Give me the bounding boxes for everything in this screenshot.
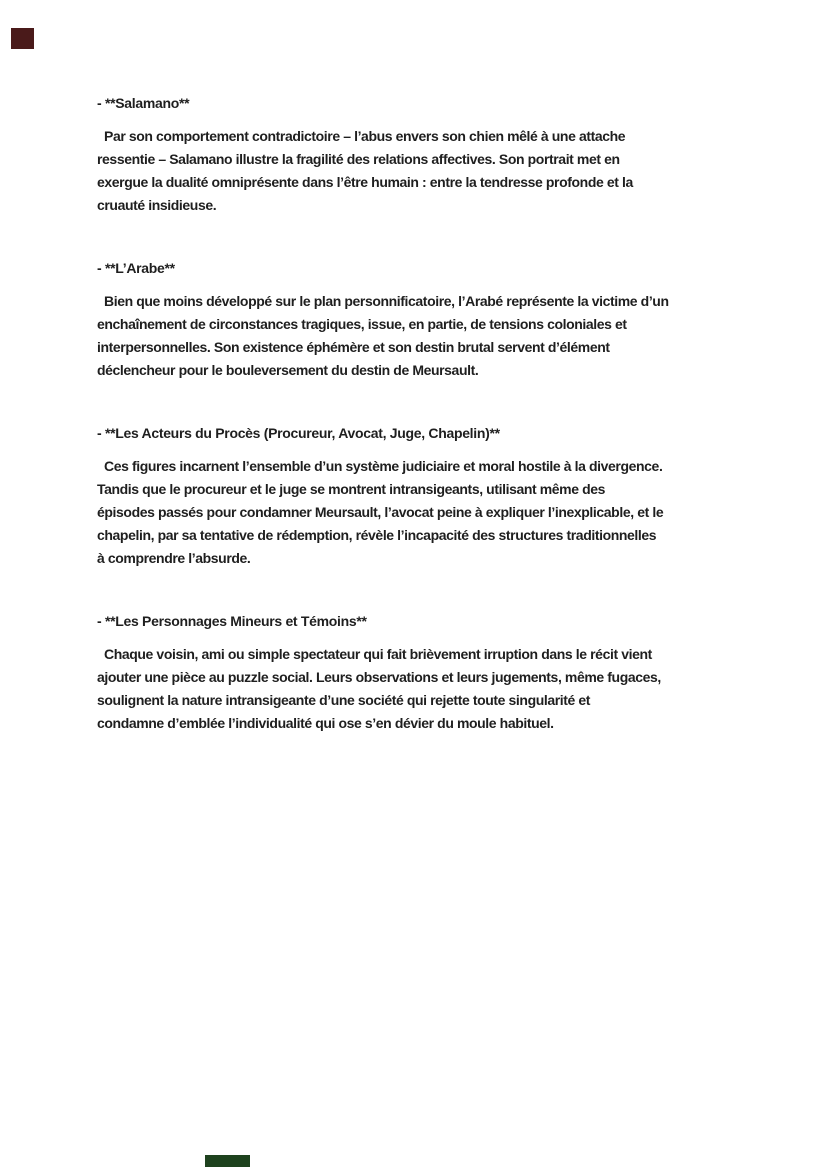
- paragraph-line: cruauté insidieuse.: [97, 197, 217, 213]
- section-personnages-mineurs: [97, 610, 747, 735]
- section-paragraph: [97, 290, 747, 382]
- paragraph-line: déclencheur pour le bouleversement du destin de Meursault.: [97, 362, 479, 378]
- paragraph-line: Tandis que le procureur et le juge se montrent intransigeants, utilisant même des: [97, 481, 606, 497]
- paragraph-line: Ces figures incarnent l’ensemble d’un système judiciaire et moral hostile à la divergence.: [104, 458, 663, 474]
- top-left-color-patch: [11, 28, 34, 49]
- paragraph-line: à comprendre l’absurde.: [97, 550, 251, 566]
- paragraph-line: Chaque voisin, ami ou simple spectateur qui fait brièvement irruption dans le récit vient: [104, 646, 652, 662]
- paragraph-line: ressentie – Salamano illustre la fragilité des relations affectives. Son portrait met en: [97, 151, 620, 167]
- paragraph-line: condamne d’emblée l’individualité qui ose s’en dévier du moule habituel.: [97, 715, 554, 731]
- paragraph-line: ajouter une pièce au puzzle social. Leurs observations et leurs jugements, même fugaces,: [97, 669, 661, 685]
- section-paragraph: [97, 455, 747, 570]
- bottom-color-patch: [205, 1155, 250, 1167]
- section-heading: - **Salamano**: [97, 95, 190, 111]
- paragraph-line: Bien que moins développé sur le plan personnificatoire, l’Arabé représente la victime d’un: [104, 293, 669, 309]
- paragraph-line: soulignent la nature intransigeante d’une société qui rejette toute singularité et: [97, 692, 591, 708]
- section-salamano: [97, 92, 747, 217]
- paragraph-line: épisodes passés pour condamner Meursault, l’avocat peine à expliquer l’inexplicable, et le: [97, 504, 664, 520]
- section-heading: - **Les Acteurs du Procès (Procureur, Avocat, Juge, Chapelin)**: [97, 425, 500, 441]
- section-heading: - **Les Personnages Mineurs et Témoins**: [97, 613, 367, 629]
- section-paragraph: [97, 643, 747, 735]
- paragraph-line: Par son comportement contradictoire – l’abus envers son chien mêlé à une attache: [104, 128, 626, 144]
- paragraph-line: chapelin, par sa tentative de rédemption, révèle l’incapacité des structures traditionnelles: [97, 527, 657, 543]
- paragraph-line: enchaînement de circonstances tragiques, issue, en partie, de tensions coloniales et: [97, 316, 627, 332]
- paragraph-line: interpersonnelles. Son existence éphémère et son destin brutal servent d’élément: [97, 339, 610, 355]
- paragraph-line: exergue la dualité omniprésente dans l’être humain : entre la tendresse profonde et la: [97, 174, 633, 190]
- section-heading: - **L’Arabe**: [97, 260, 175, 276]
- document-body: [97, 92, 747, 775]
- section-paragraph: [97, 125, 747, 217]
- section-acteurs-du-proces: [97, 422, 747, 570]
- section-arabe: [97, 257, 747, 382]
